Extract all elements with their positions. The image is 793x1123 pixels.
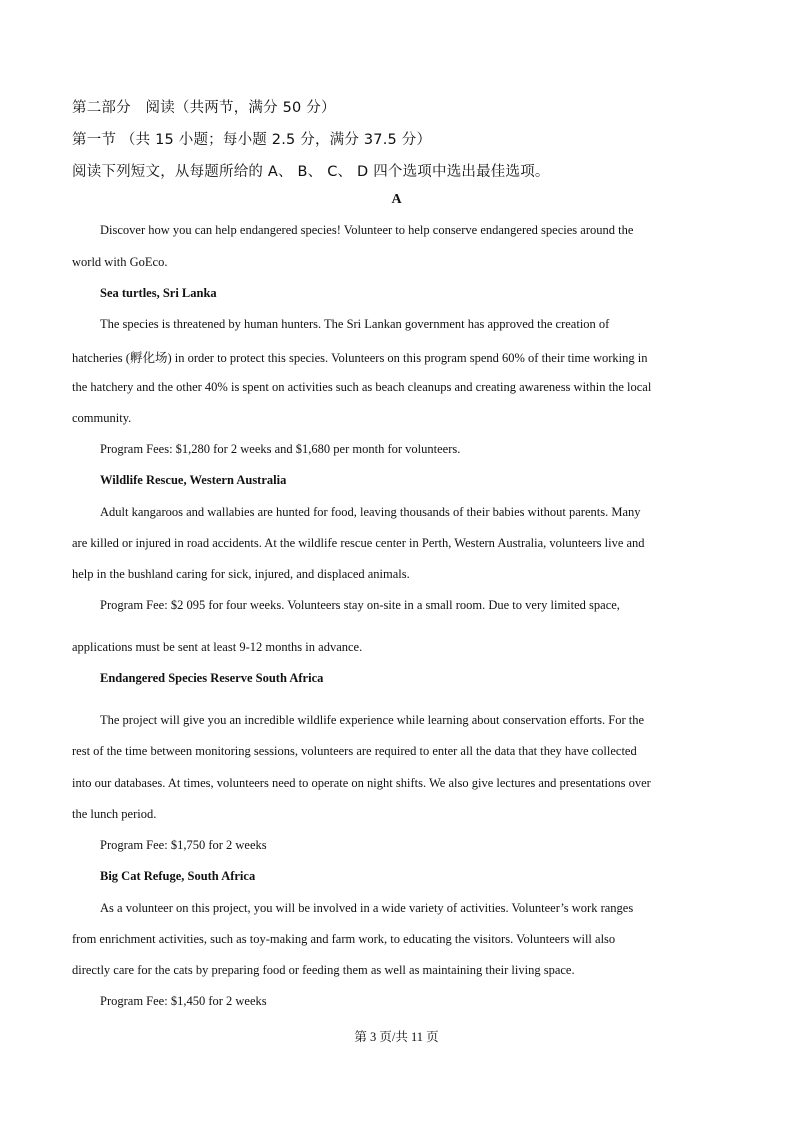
- body-line: rest of the time between monitoring sessions, volunteers are required to enter all the data that they have collected: [72, 744, 637, 758]
- body-line: are killed or injured in road accidents. At the wildlife rescue center in Perth, Western Australia, volunteers live and: [72, 536, 645, 550]
- body-line: help in the bushland caring for sick, injured, and displaced animals.: [72, 567, 410, 581]
- instructions: 阅读下列短文，从每题所给的 A、 B、 C、 D 四个选项中选出最佳选项。: [72, 164, 550, 180]
- section-heading-wildlife-rescue: Wildlife Rescue, Western Australia: [100, 473, 287, 487]
- program-fee: Program Fees: $1,280 for 2 weeks and $1,680 per month for volunteers.: [100, 442, 461, 456]
- body-line: directly care for the cats by preparing food or feeding them as well as maintaining their living space.: [72, 963, 575, 977]
- passage-label: A: [391, 192, 402, 207]
- intro-line: world with GoEco.: [72, 255, 168, 269]
- body-line: the lunch period.: [72, 807, 157, 821]
- program-fee: Program Fee: $2 095 for four weeks. Volunteers stay on-site in a small room. Due to very limited space,: [100, 598, 620, 612]
- section-heading-big-cat-refuge: Big Cat Refuge, South Africa: [100, 869, 256, 883]
- body-line: hatcheries (孵化场) in order to protect this species. Volunteers on this program spend 60% of their time working in: [72, 351, 648, 365]
- program-fee: Program Fee: $1,750 for 2 weeks: [100, 838, 267, 852]
- body-line: the hatchery and the other 40% is spent on activities such as beach cleanups and creating awareness within the local: [72, 380, 652, 394]
- body-line: The project will give you an incredible wildlife experience while learning about conservation efforts. For the: [100, 713, 645, 727]
- body-line: Adult kangaroos and wallabies are hunted for food, leaving thousands of their babies without parents. Many: [100, 505, 641, 519]
- body-line: As a volunteer on this project, you will be involved in a wide variety of activities. Volunteer’s work ranges: [100, 901, 634, 915]
- section-heading-sea-turtles: Sea turtles, Sri Lanka: [100, 286, 217, 300]
- program-fee-continued: applications must be sent at least 9-12 months in advance.: [72, 640, 363, 654]
- body-line: The species is threatened by human hunters. The Sri Lankan government has approved the creation of: [100, 317, 610, 331]
- section-title: 第一节 （共 15 小题；每小题 2.5 分，满分 37.5 分）: [72, 132, 432, 148]
- program-fee: Program Fee: $1,450 for 2 weeks: [100, 994, 267, 1008]
- body-line: from enrichment activities, such as toy-making and farm work, to educating the visitors. Volunteers will also: [72, 932, 616, 946]
- intro-line: Discover how you can help endangered species! Volunteer to help conserve endangered species around the: [100, 223, 634, 237]
- page-number: 第 3 页/共 11 页: [354, 1030, 439, 1044]
- body-line: community.: [72, 411, 132, 425]
- section-heading-species-reserve: Endangered Species Reserve South Africa: [100, 671, 324, 685]
- body-line: into our databases. At times, volunteers need to operate on night shifts. We also give lectures and presentations over: [72, 776, 651, 790]
- part-title: 第二部分 阅读（共两节，满分 50 分）: [72, 100, 336, 116]
